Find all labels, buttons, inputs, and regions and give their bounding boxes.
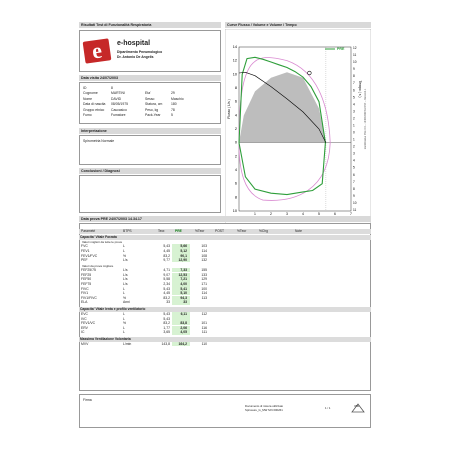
y-tick-label: 12 bbox=[232, 58, 237, 63]
visit-field-value: 08/05/1975 bbox=[111, 102, 128, 107]
y2-tick-label: 11 bbox=[353, 53, 357, 58]
y2-tick-label: 6 bbox=[353, 172, 355, 177]
hospital-name: e-hospital bbox=[117, 40, 151, 47]
column-header: POST bbox=[215, 229, 224, 233]
table-cell: 5,10 bbox=[180, 291, 187, 296]
hospital-logo: e bbox=[83, 38, 112, 63]
y2-tick-label: 9 bbox=[353, 193, 355, 198]
test-title-bar bbox=[79, 216, 371, 222]
section-title: Capacita' Vitale Forzata bbox=[79, 235, 371, 240]
table-cell: 133 bbox=[201, 272, 207, 277]
table-cell: IC bbox=[81, 330, 85, 335]
y-tick-label: 2 bbox=[234, 127, 237, 131]
table-cell: PEF bbox=[81, 258, 88, 263]
visit-field-label: Data di nascita bbox=[83, 102, 106, 107]
table-cell: 5,43 bbox=[163, 244, 170, 249]
table-cell: 5,43 bbox=[163, 316, 170, 321]
visit-field-value: Maschio bbox=[171, 96, 184, 101]
test-title: Data prova PRE 24/07/2003 14.34.17 bbox=[81, 217, 142, 221]
table-cell: FIV1/FIVC bbox=[81, 295, 97, 300]
y2-tick-label: 3 bbox=[353, 109, 355, 114]
table-cell: L bbox=[123, 249, 125, 253]
table-cell: ERV bbox=[81, 325, 88, 330]
table-cell: L bbox=[123, 244, 125, 249]
table-cell: 7,33 bbox=[180, 268, 187, 273]
footer-box bbox=[79, 394, 371, 428]
table-cell: 5,12 bbox=[180, 249, 187, 253]
column-header: Teor. bbox=[158, 229, 166, 233]
visit-field-label: Fumo bbox=[83, 113, 92, 117]
y-tick-label: 0 bbox=[234, 140, 237, 145]
signature-label: Firma bbox=[83, 398, 92, 402]
doctor-name: Dr. Antonio De Angelis bbox=[117, 55, 154, 59]
visit-field-label: Peso, kg bbox=[145, 107, 159, 112]
table-cell: 100 bbox=[201, 286, 207, 291]
y-tick-label: 6 bbox=[234, 181, 237, 186]
curves-title: Curve Flusso / Volume e Volume / Tempo bbox=[227, 23, 297, 27]
y2-tick-label: 7 bbox=[353, 81, 355, 86]
interpretation-text: Spirometria Normale bbox=[83, 139, 115, 143]
table-cell: 4,45 bbox=[163, 249, 170, 253]
table-cell: 1,77 bbox=[163, 325, 170, 330]
table-cell: 9,07 bbox=[163, 272, 170, 277]
table-cell: % bbox=[123, 321, 127, 326]
y2-tick-label: 3 bbox=[353, 151, 355, 156]
visit-field-value: Fumatore bbox=[111, 113, 126, 117]
visit-field-label: Cognome bbox=[83, 91, 98, 96]
y2-tick-label: 1 bbox=[353, 137, 355, 142]
table-cell: L/s bbox=[123, 258, 128, 263]
table-cell: FVC bbox=[81, 244, 88, 249]
table-cell: 83,8 bbox=[180, 321, 187, 326]
page-number: 1 / 1 bbox=[325, 406, 331, 410]
side-identifier-text: Identificativo PRE 0 0 -- 10/09/2009 6:23:57 -- Microt12.1 bbox=[364, 88, 367, 150]
flow-volume-chart bbox=[225, 29, 371, 224]
table-cell: 110 bbox=[201, 342, 207, 346]
table-cell: 7,21 bbox=[180, 277, 187, 282]
pef-marker bbox=[308, 71, 312, 75]
y2-tick-label: 8 bbox=[353, 74, 355, 79]
table-cell: 111 bbox=[201, 330, 207, 335]
table-cell: L/s bbox=[123, 277, 128, 282]
table-cell: FEV1/FVC bbox=[81, 253, 98, 258]
visit-field-value: DAVID bbox=[111, 96, 122, 101]
table-cell: EVC bbox=[81, 312, 88, 316]
table-cell: 5,58 bbox=[163, 277, 170, 282]
y-axis-label: Flusso ( L/s ) bbox=[227, 99, 231, 119]
table-cell: 83,2 bbox=[163, 295, 170, 300]
section-subtitle: Valori da prova migliore bbox=[82, 263, 114, 268]
x-tick-label: 6 bbox=[334, 212, 336, 216]
visit-field-label: Eta' bbox=[145, 91, 151, 96]
table-cell: IVC bbox=[81, 316, 87, 321]
table-cell: L bbox=[123, 316, 125, 321]
column-header: BTPS bbox=[123, 229, 132, 233]
y-tick-label: 10 bbox=[232, 72, 237, 77]
table-cell: 5,43 bbox=[163, 312, 170, 316]
table-cell: FEV1 bbox=[81, 249, 90, 253]
y-tick-label: 2 bbox=[234, 154, 237, 159]
visit-field-label: Nome bbox=[83, 96, 93, 101]
column-header: Note bbox=[295, 229, 302, 233]
y2-tick-label: 11 bbox=[353, 208, 357, 212]
section-subtitle: Valori migliori da tutte le prove bbox=[82, 240, 123, 244]
table-cell: L bbox=[123, 330, 125, 335]
table-cell: 12,90 bbox=[178, 258, 187, 263]
y2-tick-label: 7 bbox=[353, 179, 355, 184]
section-title: Capacita' Vitale lenta e profilo ventilatorio bbox=[79, 307, 371, 312]
y2-tick-label: 4 bbox=[353, 158, 355, 163]
table-cell: 90,1 bbox=[180, 253, 187, 258]
table-cell: 103 bbox=[201, 244, 207, 249]
column-header: PRE bbox=[175, 229, 182, 233]
visit-field-value: 8 bbox=[111, 86, 113, 90]
y-tick-label: 4 bbox=[234, 168, 237, 172]
y2-tick-label: 5 bbox=[353, 95, 355, 100]
visit-field-label: Sesso bbox=[145, 96, 155, 101]
conclusions-title-bar bbox=[79, 168, 221, 174]
table-cell: 129 bbox=[201, 277, 207, 282]
y2-tick-label: 8 bbox=[353, 186, 355, 191]
mir-logo bbox=[351, 400, 365, 410]
x-tick-label: 5 bbox=[318, 212, 320, 216]
y-tick-label: 14 bbox=[232, 45, 237, 49]
y-tick-label: 6 bbox=[234, 99, 237, 104]
y-tick-label: 4 bbox=[234, 113, 237, 118]
report-page bbox=[75, 18, 375, 430]
table-cell: L bbox=[123, 312, 125, 316]
y2-tick-label: 1 bbox=[353, 123, 355, 128]
table-cell: 6,11 bbox=[180, 312, 187, 316]
table-cell: FIV1 bbox=[81, 291, 89, 296]
interpretation-title: Interpretazione bbox=[81, 129, 107, 133]
y2-tick-label: 10 bbox=[353, 60, 357, 65]
table-cell: 4,71 bbox=[163, 268, 170, 273]
doc-line-2: Spirosure_G_MW S/N 000261 bbox=[245, 408, 283, 412]
visit-field-value: MARTINI bbox=[111, 91, 125, 96]
table-cell: 112 bbox=[201, 312, 207, 316]
table-cell: 108 bbox=[201, 253, 207, 258]
table-cell: 116 bbox=[201, 325, 207, 330]
table-cell: 12,53 bbox=[178, 272, 187, 277]
table-cell: 164,2 bbox=[178, 342, 187, 346]
table-cell: L/s bbox=[123, 268, 128, 273]
table-cell: FEF25/75 bbox=[81, 268, 96, 273]
visit-field-value: 5 bbox=[171, 113, 173, 117]
curves-title-bar bbox=[225, 22, 371, 28]
doc-line-1: Documento di misura utilizzato bbox=[245, 404, 284, 408]
table-cell: 33 bbox=[166, 300, 170, 305]
x-tick-label: 1 bbox=[254, 212, 256, 216]
table-cell: Anni bbox=[123, 300, 130, 305]
table-cell: 5,41 bbox=[180, 286, 187, 291]
table-cell: L bbox=[123, 291, 125, 296]
table-cell: 3,65 bbox=[163, 330, 170, 335]
table-cell: 83,2 bbox=[163, 253, 170, 258]
visit-field-label: Pack-Year bbox=[145, 113, 161, 117]
table-cell: 132 bbox=[201, 258, 207, 263]
y2-tick-label: 0 bbox=[353, 130, 355, 135]
table-cell: 4,05 bbox=[180, 330, 187, 335]
y2-tick-label: 6 bbox=[353, 88, 355, 93]
table-cell: 94,3 bbox=[180, 295, 187, 300]
section-title: Massima Ventilazione Volontaria bbox=[79, 337, 371, 342]
x-tick-label: 3 bbox=[286, 212, 288, 216]
table-cell: FIVC bbox=[81, 286, 89, 291]
legend-pre-label: PRE bbox=[337, 47, 345, 52]
table-cell: 2,34 bbox=[163, 282, 170, 286]
table-cell: L/s bbox=[123, 282, 128, 286]
x-tick-label: 4 bbox=[302, 212, 304, 216]
y-tick-label: 8 bbox=[234, 86, 237, 90]
x-tick-label: 2 bbox=[270, 212, 272, 216]
table-cell: 4,45 bbox=[163, 291, 170, 296]
y2-tick-label: 12 bbox=[353, 46, 357, 50]
table-cell: 83,2 bbox=[163, 321, 170, 326]
table-cell: L bbox=[123, 286, 125, 291]
table-cell: 4,00 bbox=[180, 282, 187, 286]
table-cell: 155 bbox=[201, 268, 207, 273]
y2-axis-label: Tempo ( s ) bbox=[358, 80, 362, 98]
conclusions-title: Conclusioni / Diagnosi bbox=[81, 169, 120, 173]
table-cell: 5,43 bbox=[163, 286, 170, 291]
column-header: %Teor bbox=[195, 229, 205, 233]
department-name: Dipartimento Pneumologico bbox=[117, 50, 163, 54]
table-cell: FEF75 bbox=[81, 282, 92, 286]
y-tick-label: 8 bbox=[234, 195, 237, 200]
table-cell: 101 bbox=[201, 321, 207, 326]
visit-field-label: Gruppo etnico bbox=[83, 107, 105, 112]
table-cell: 114 bbox=[201, 249, 207, 253]
visit-field-value: 180 bbox=[171, 102, 177, 107]
interpretation-title-bar bbox=[79, 128, 221, 134]
table-cell: 5,66 bbox=[180, 244, 187, 249]
table-cell: L/min bbox=[123, 342, 132, 346]
mir-logo-text: MIR bbox=[354, 405, 360, 408]
table-cell: 33 bbox=[183, 300, 187, 305]
y-tick-label: 10 bbox=[232, 209, 237, 213]
y2-tick-label: 2 bbox=[353, 144, 355, 149]
table-cell: FEF50 bbox=[81, 277, 92, 282]
results-title-bar bbox=[79, 22, 221, 28]
table-cell: 114 bbox=[201, 291, 207, 296]
table-cell: 9,77 bbox=[163, 258, 170, 263]
visit-field-value: Caucasico bbox=[111, 107, 127, 112]
y2-tick-label: 5 bbox=[353, 165, 355, 170]
visit-field-value: 29 bbox=[171, 91, 175, 96]
table-cell: 171 bbox=[201, 282, 207, 286]
table-cell: % bbox=[123, 295, 127, 300]
visit-field-label: ID bbox=[83, 86, 87, 90]
results-title: Risultati Test di Funzionalità Respiratoria bbox=[81, 23, 152, 27]
y2-tick-label: 9 bbox=[353, 67, 355, 72]
visit-title: Data visita 24/07/2003 bbox=[81, 76, 118, 80]
y2-tick-label: 2 bbox=[353, 116, 355, 121]
table-cell: % bbox=[123, 253, 127, 258]
visit-field-value: 78 bbox=[171, 107, 175, 112]
table-cell: 113 bbox=[201, 295, 207, 300]
table-cell: 143,8 bbox=[161, 342, 170, 346]
table-cell: MVV bbox=[81, 342, 89, 346]
column-header: Parametri bbox=[81, 229, 96, 233]
table-cell: ELA bbox=[81, 300, 88, 305]
conclusions-box bbox=[79, 175, 221, 213]
visit-title-bar bbox=[79, 75, 221, 81]
table-cell: L/s bbox=[123, 272, 128, 277]
table-cell: FEF25 bbox=[81, 272, 92, 277]
visit-field-label: Statura, cm bbox=[145, 102, 163, 107]
column-header: %Chg bbox=[259, 229, 268, 233]
table-cell: FEV1/VC bbox=[81, 321, 96, 326]
table-cell: 2,06 bbox=[180, 325, 187, 330]
y2-tick-label: 4 bbox=[353, 102, 355, 107]
table-cell: L bbox=[123, 325, 125, 330]
y2-tick-label: 10 bbox=[353, 200, 357, 205]
column-header: %Teor bbox=[237, 229, 247, 233]
x-tick-label: 7 bbox=[350, 212, 352, 216]
